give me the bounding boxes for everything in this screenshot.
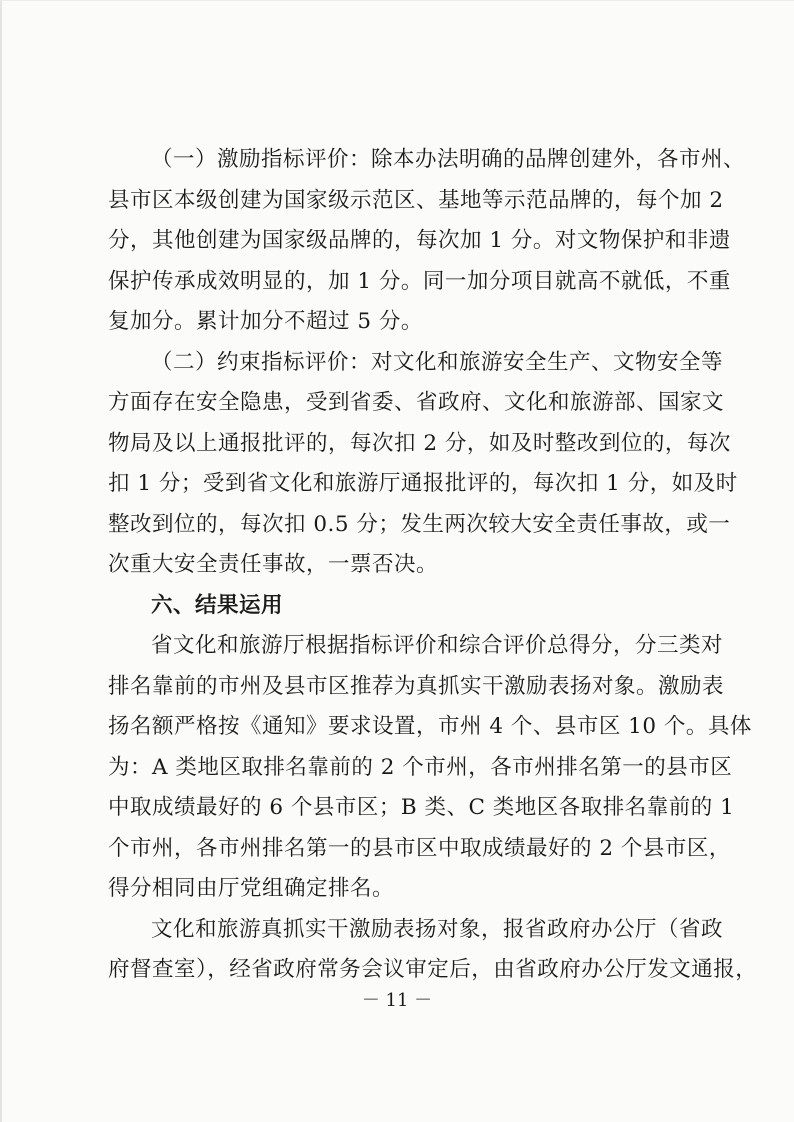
text-line: 县市区本级创建为国家级示范区、基地等示范品牌的，每个加 2	[108, 187, 724, 213]
text-line: 府督查室），经省政府常务会议审定后，由省政府办公厅发文通报，	[108, 957, 758, 982]
page-number: － 11 －	[361, 990, 433, 1011]
text-line: 为：A 类地区取排名靠前的 2 个市州，各市州排名第一的县市区	[108, 754, 733, 780]
text-line: （一）激励指标评价：除本办法明确的品牌创建外，各市州、	[151, 147, 746, 172]
text-line: 个市州，各市州排名第一的县市区中取成绩最好的 2 个县市区，	[108, 835, 731, 861]
text-line: 复加分。累计加分不超过 5 分。	[108, 309, 423, 334]
text-line: 分，其他创建为国家级品牌的，每次加 1 分。对文物保护和非遗	[108, 228, 731, 253]
text-line: 省文化和旅游厅根据指标评价和综合评价总得分，分三类对	[151, 633, 724, 658]
text-line: 保护传承成效明显的，加 1 分。同一加分项目就高不就低，不重	[108, 268, 731, 294]
text-line: 次重大安全责任事故，一票否决。	[108, 552, 439, 577]
text-line: 物局及以上通报批评的，每次扣 2 分，如及时整改到位的，每次	[108, 430, 731, 456]
text-line: 中取成绩最好的 6 个县市区；B 类、C 类地区各取排名靠前的 1	[108, 795, 735, 820]
text-line: 排名靠前的市州及县市区推荐为真抓实干激励表扬对象。激励表	[108, 673, 725, 699]
text-line: 得分相同由厅党组确定排名。	[108, 876, 395, 901]
text-line: 文化和旅游真抓实干激励表扬对象，报省政府办公厅（省政	[151, 916, 724, 942]
text-line: 扣 1 分；受到省文化和旅游厅通报批评的，每次扣 1 分，如及时	[108, 471, 738, 496]
text-line: 整改到位的，每次扣 0.5 分；发生两次较大安全责任事故，或一	[108, 511, 731, 537]
text-line: 扬名额严格按《通知》要求设置，市州 4 个、县市区 10 个。具体	[108, 714, 752, 739]
document-body	[108, 140, 758, 991]
text-line: 方面存在安全隐患，受到省委、省政府、文化和旅游部、国家文	[108, 390, 725, 415]
section-heading: 六、结果运用	[151, 592, 284, 618]
text-line: （二）约束指标评价：对文化和旅游安全生产、文物安全等	[151, 349, 724, 375]
